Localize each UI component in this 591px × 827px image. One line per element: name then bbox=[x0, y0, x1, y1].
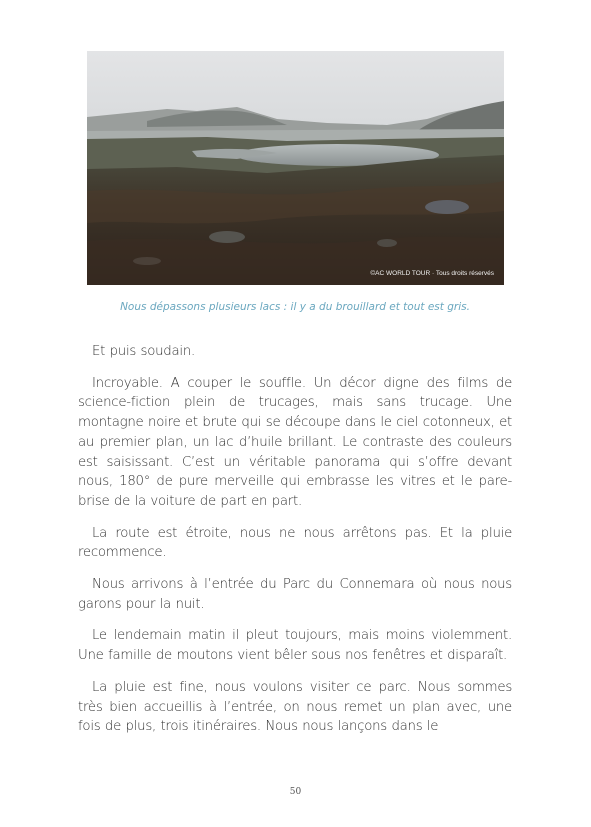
paragraph: Le lendemain matin il pleut toujours, mais moins violemment. Une famille de moutons vient bêler sous nos fenêtres et disparaît. bbox=[78, 628, 512, 664]
photo-watermark: ©AC WORLD TOUR · Tous droits réservés bbox=[370, 270, 494, 277]
page-number: 50 bbox=[289, 787, 302, 797]
paragraph: Et puis soudain. bbox=[92, 344, 195, 359]
paragraph: Incroyable. A couper le souffle. Un décor digne des films de science-fiction plein de trucages, mais sans trucage. Une montagne noire et brute qui se découpe dans le ciel cotonneux, et au premier plan, un lac d’huile brillant. Le contraste des couleurs est saisissant. C’est un véritable panorama qui s’offre devant nous, 180° de pure merveille qui embrasse les vitres et le pare-brise de la voiture de part en part. bbox=[78, 375, 512, 509]
landscape-photo bbox=[87, 51, 504, 285]
body-text bbox=[78, 342, 512, 749]
photo-caption: Nous dépassons plusieurs lacs : il y a du brouillard et tout est gris. bbox=[120, 301, 470, 313]
paragraph: La pluie est fine, nous voulons visiter ce parc. Nous sommes très bien accueillis à l’entrée, on nous remet un plan avec, une fois de plus, trois itinéraires. Nous nous lançons dans le bbox=[78, 679, 512, 735]
paragraph: Nous arrivons à l’entrée du Parc du Connemara où nous nous garons pour la nuit. bbox=[78, 577, 512, 612]
lake-landscape-image bbox=[87, 51, 504, 285]
paragraph: La route est étroite, nous ne nous arrêtons pas. Et la pluie recommence. bbox=[78, 525, 512, 561]
